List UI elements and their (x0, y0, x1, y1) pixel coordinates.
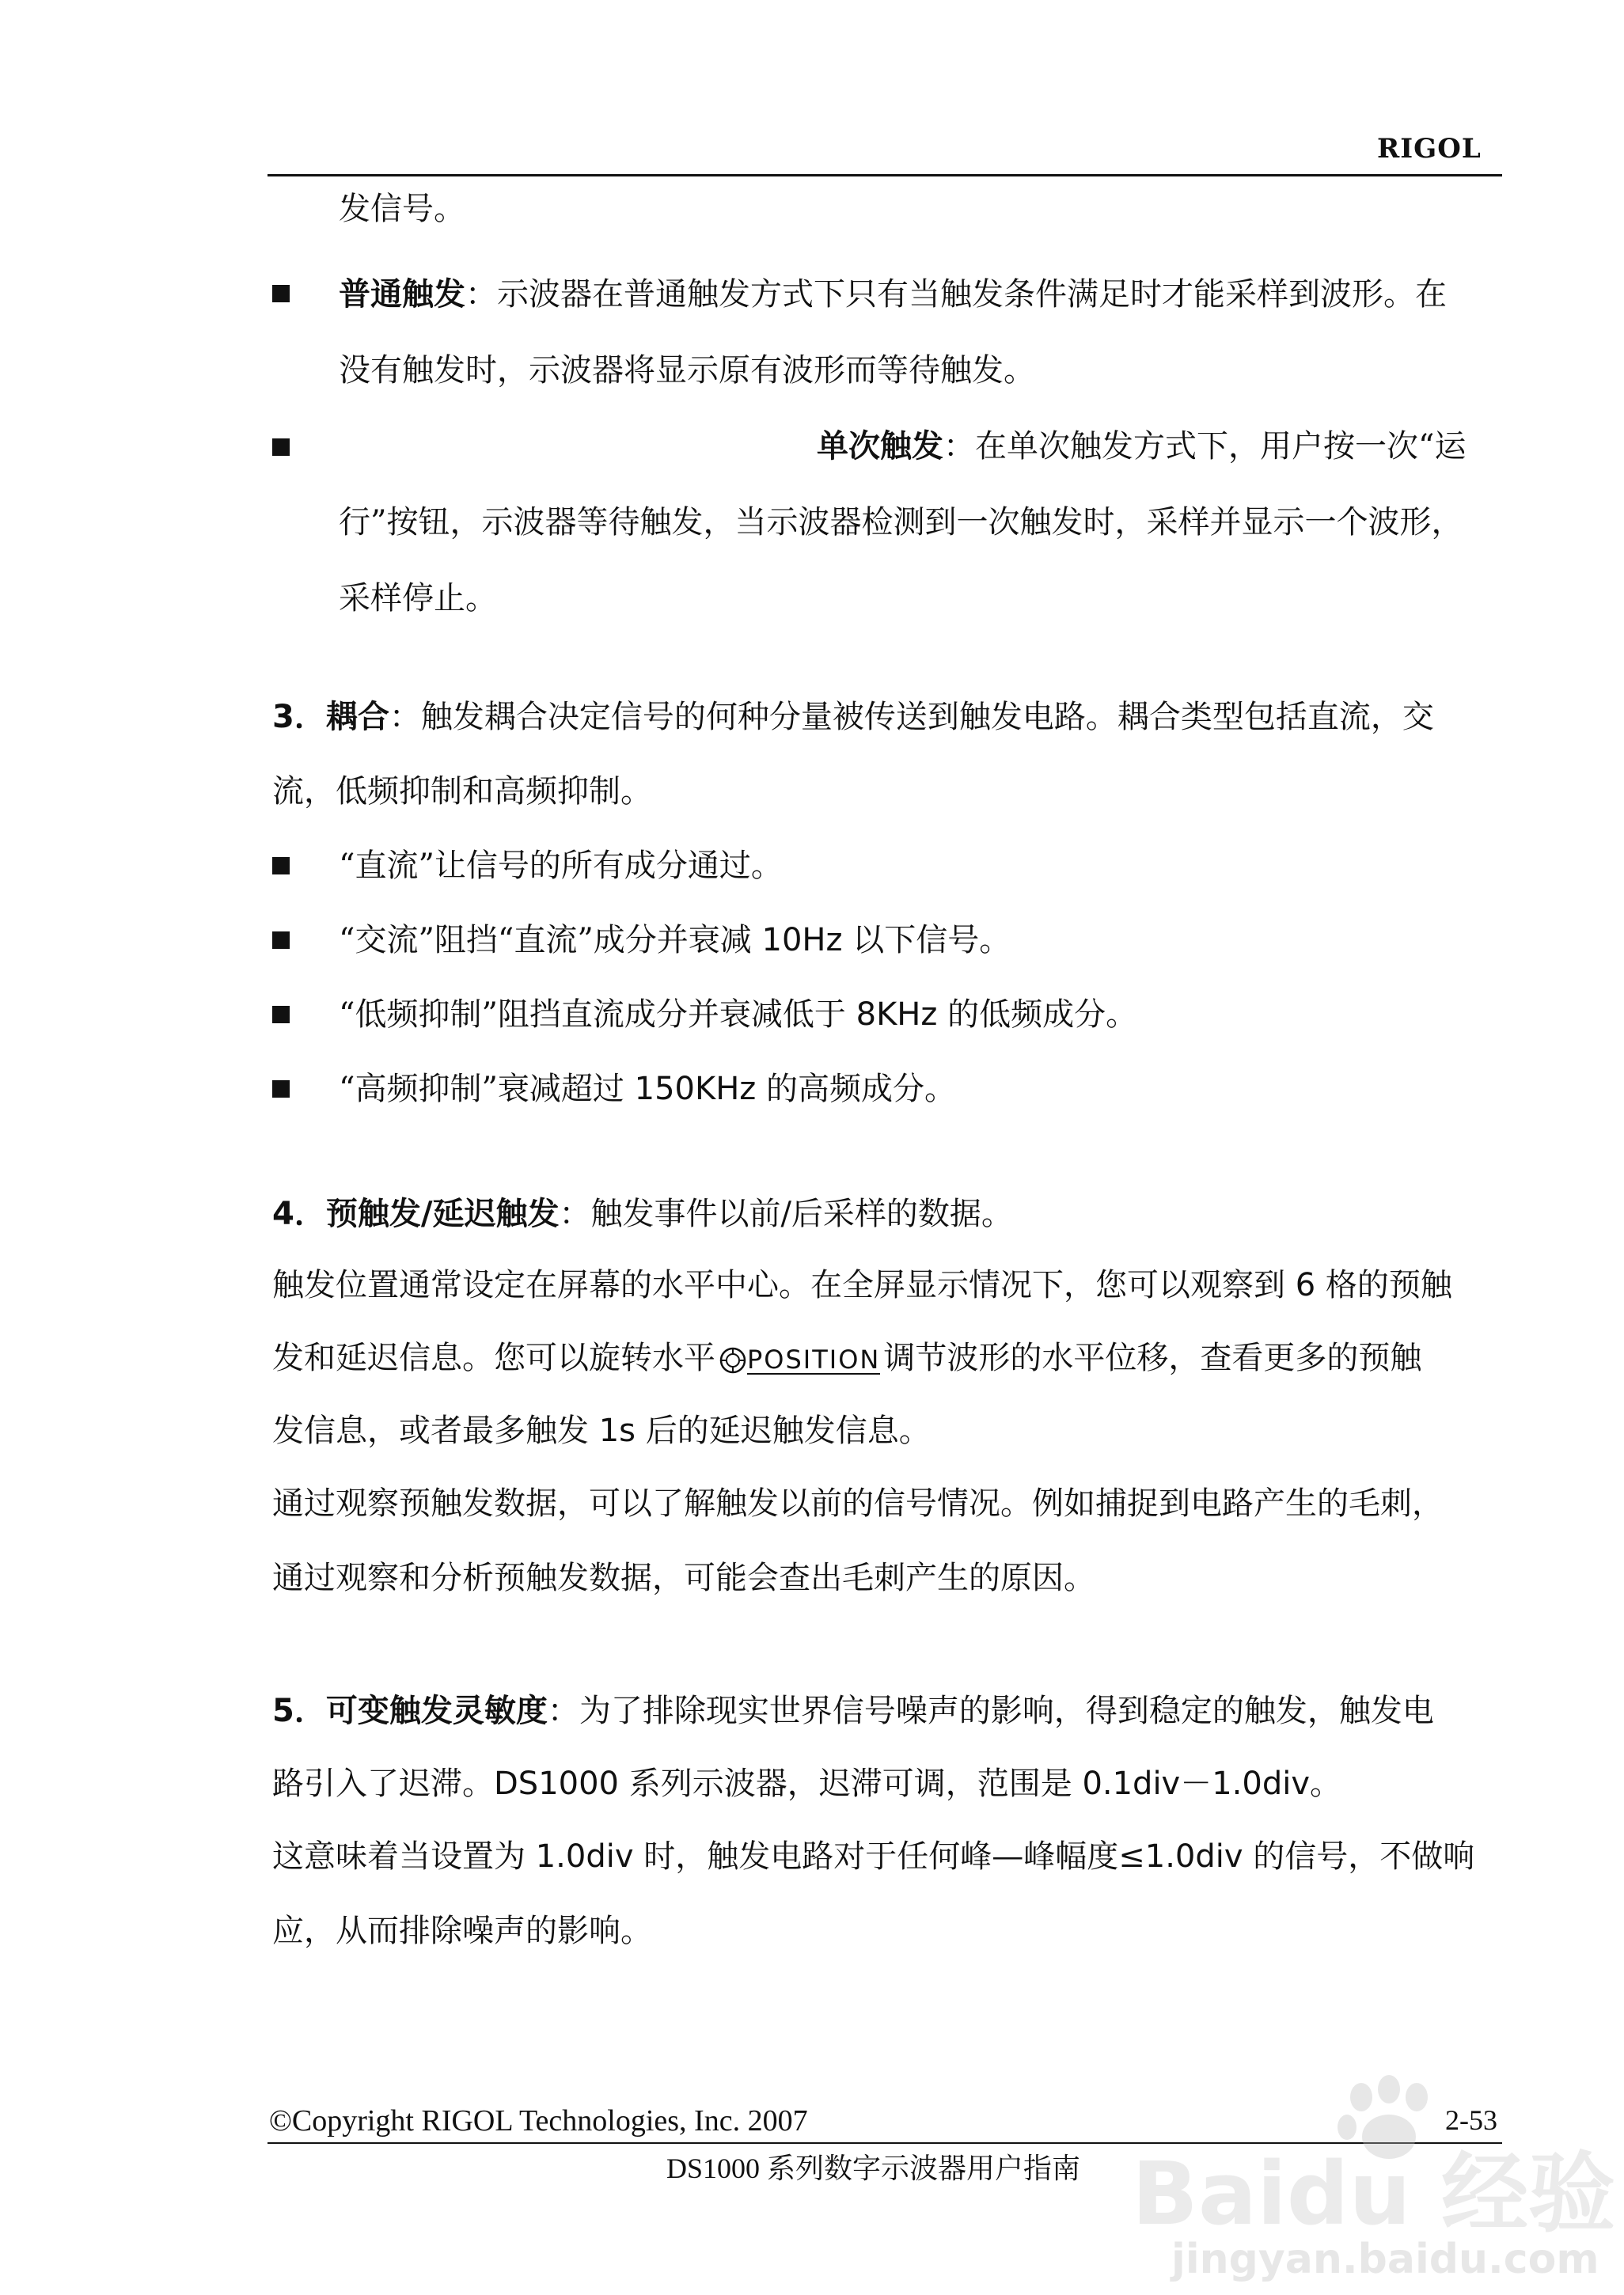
section-sep: ． (294, 1692, 326, 1729)
pretrigger-p2-line-2: 通过观察和分析预触发数据，可能会查出毛刺产生的原因。 (272, 1560, 1095, 1596)
bullet-square-icon (272, 857, 290, 874)
brand-logo: RIGOL (1377, 133, 1482, 165)
section-number: 3 (272, 699, 294, 735)
position-knob (719, 1346, 880, 1375)
colon: ： (559, 1196, 591, 1232)
coupling-item-hf-reject: “高频抑制”衰减超过 150KHz 的高频成分。 (339, 1071, 956, 1107)
watermark-main: Baidu 经验 (1132, 2143, 1616, 2244)
knob-icon (719, 1346, 747, 1375)
bullet-square-icon (272, 1006, 290, 1023)
single-trigger-line-2: 行”按钮，示波器等待触发，当示波器检测到一次触发时，采样并显示一个波形， (339, 504, 1463, 541)
section-title: 预触发/延迟触发 (325, 1195, 560, 1232)
continuation-text: 发信号。 (339, 191, 465, 227)
colon: ： (943, 428, 975, 465)
bullet-square-icon (272, 931, 290, 949)
bullet-square-icon (272, 285, 290, 302)
colon: ： (465, 276, 497, 313)
single-trigger-line-1 (817, 429, 1466, 464)
section-sep: ． (294, 698, 326, 735)
sensitivity-line-3: 这意味着当设置为 1.0div 时，触发电路对于任何峰—峰幅度≤1.0div 的信号，不做响 (272, 1838, 1475, 1875)
coupling-item-lf-reject: “低频抑制”阻挡直流成分并衰减低于 8KHz 的低频成分。 (339, 996, 1138, 1033)
section-number: 4 (272, 1196, 294, 1232)
section-text: 为了排除现实世界信号噪声的影响，得到稳定的触发，触发电 (579, 1693, 1434, 1729)
pretrigger-p1-line-3: 发信息，或者最多触发 1s 后的延迟触发信息。 (272, 1413, 931, 1449)
sensitivity-line-2: 路引入了迟滞。DS1000 系列示波器，迟滞可调，范围是 0.1div－1.0div。 (272, 1766, 1342, 1802)
colon: ： (547, 1693, 579, 1729)
colon: ： (389, 699, 421, 735)
pretrigger-p1-line-1: 触发位置通常设定在屏幕的水平中心。在全屏显示情况下，您可以观察到 6 格的预触 (272, 1267, 1452, 1303)
single-trigger-line-3: 采样停止。 (339, 580, 497, 616)
pretrigger-p1-line-2: 发和延迟信息。您可以旋转水平 POSITION 调节波形的水平位移，查看更多的预触 (272, 1340, 1422, 1376)
bullet-square-icon (272, 438, 290, 456)
section-sep: ． (294, 1195, 326, 1232)
guide-title: DS1000 系列数字示波器用户指南 (666, 2153, 1081, 2184)
header-rule (268, 174, 1502, 176)
normal-trigger-line-1 (339, 277, 1447, 312)
section-title: 可变触发灵敏度 (325, 1692, 548, 1729)
coupling-heading (272, 700, 1434, 734)
single-trigger-text: 在单次触发方式下，用户按一次“运 (975, 428, 1467, 465)
coupling-line-2: 流，低频抑制和高频抑制。 (272, 773, 652, 810)
sensitivity-line-4: 应，从而排除噪声的影响。 (272, 1913, 652, 1949)
position-label: POSITION (747, 1345, 881, 1375)
section-title: 耦合 (325, 698, 389, 735)
coupling-item-ac: “交流”阻挡“直流”成分并衰减 10Hz 以下信号。 (339, 922, 1011, 958)
sensitivity-heading (272, 1694, 1434, 1728)
page-number: 2-53 (1445, 2104, 1497, 2136)
normal-trigger-title: 普通触发 (339, 275, 465, 313)
coupling-text: 触发耦合决定信号的何种分量被传送到触发电路。耦合类型包括直流，交 (420, 699, 1434, 735)
single-trigger-title: 单次触发 (817, 427, 943, 465)
section-number: 5 (272, 1693, 294, 1729)
bullet-square-icon (272, 1080, 290, 1098)
watermark-url: jingyan.baidu.com (1171, 2236, 1599, 2283)
normal-trigger-text: 示波器在普通触发方式下只有当触发条件满足时才能采样到波形。在 (497, 276, 1447, 313)
coupling-item-dc: “直流”让信号的所有成分通过。 (339, 848, 783, 884)
copyright: ©Copyright RIGOL Technologies, Inc. 2007 (269, 2104, 808, 2138)
section-text: 触发事件以前/后采样的数据。 (590, 1196, 1013, 1232)
pretrigger-heading (272, 1197, 1013, 1231)
normal-trigger-line-2: 没有触发时，示波器将显示原有波形而等待触发。 (339, 352, 1035, 389)
pretrigger-p2-line-1: 通过观察预触发数据，可以了解触发以前的信号情况。例如捕捉到电路产生的毛刺， (272, 1485, 1444, 1522)
baidu-watermark (1124, 2066, 1616, 2283)
